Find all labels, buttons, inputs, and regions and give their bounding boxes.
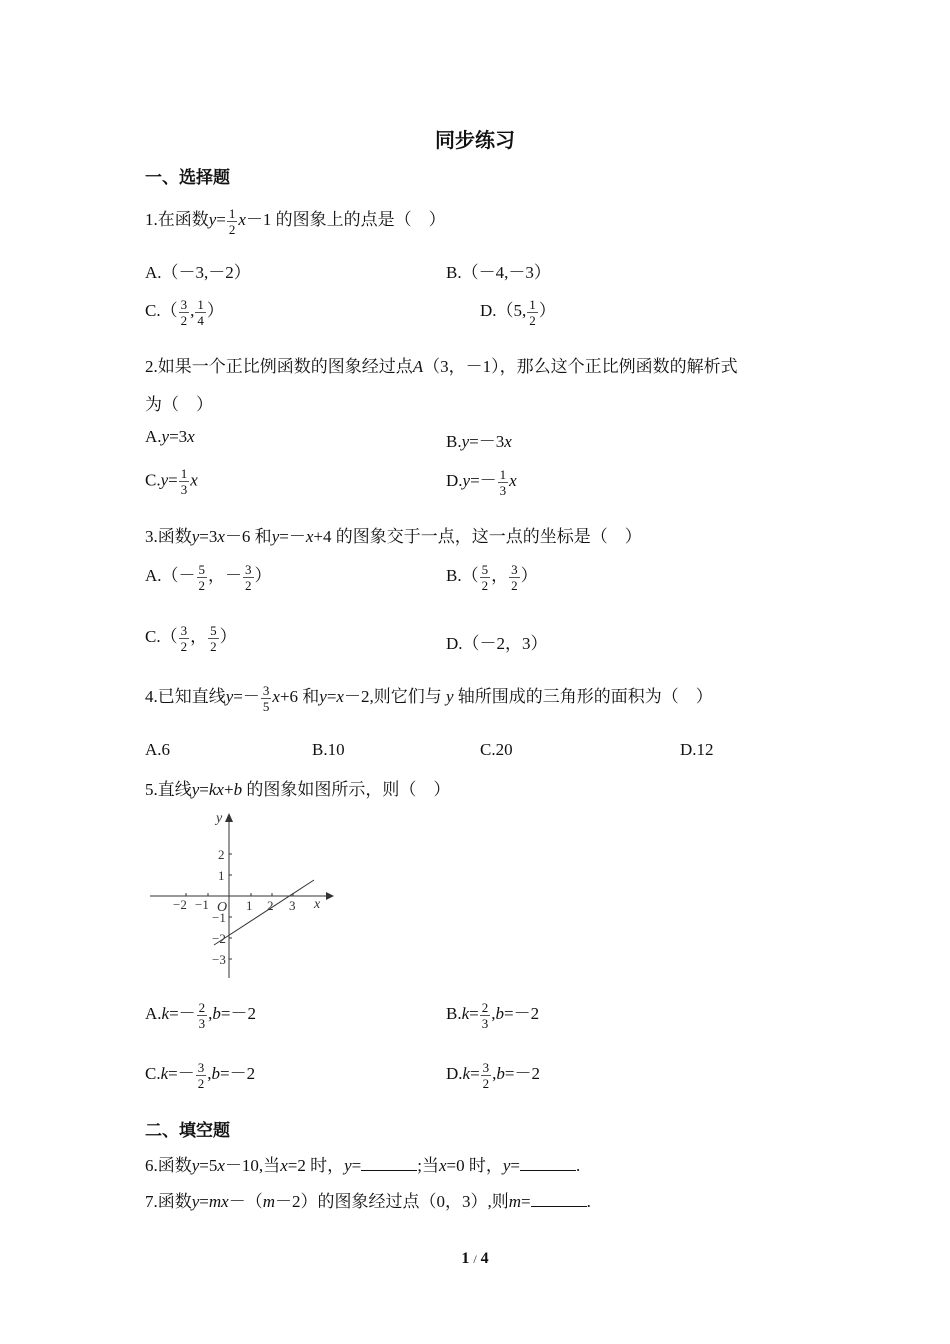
q3-option-c: C.（ $\frac{3}{2}$ ， $\frac{5}{2}$ ） bbox=[145, 622, 237, 654]
q3-option-d: D.（－2，3） bbox=[446, 634, 548, 653]
question-6: 6.函数y=5x－10,当x=2 时，y= ;当x=0 时，y= . bbox=[145, 1156, 581, 1175]
q4-option-b: B.10 bbox=[312, 740, 345, 759]
q5-option-c: C.k=－ $\frac{3}{2}$ ,b=－2 bbox=[145, 1059, 256, 1091]
page-number: 1 / 4 bbox=[461, 1250, 489, 1267]
origin-label: O bbox=[217, 900, 228, 915]
answer-blank[interactable] bbox=[520, 1156, 576, 1171]
x-tick-label: −1 bbox=[195, 897, 209, 912]
y-tick-label: 1 bbox=[218, 868, 225, 883]
y-tick-label: 2 bbox=[218, 847, 225, 862]
y-axis-label: y bbox=[216, 811, 223, 826]
question-2: 2.如果一个正比例函数的图象经过点A（3，－1），那么这个正比例函数的解析式 bbox=[145, 357, 738, 376]
q2-option-b: B.y=－3x bbox=[446, 432, 512, 451]
fraction: $\frac{1}{2}$ bbox=[228, 205, 236, 237]
question-7: 7.函数y=mx－（m－2）的图象经过点（0，3）,则m= . bbox=[145, 1192, 591, 1211]
page-title: 同步练习 bbox=[435, 130, 515, 152]
x-tick-label: 3 bbox=[289, 898, 296, 913]
q5-option-d: D.k= $\frac{3}{2}$ ,b=－2 bbox=[446, 1059, 541, 1091]
x-tick-label: 1 bbox=[246, 898, 253, 913]
q3-option-b: B.（ $\frac{5}{2}$ ， $\frac{3}{2}$ ） bbox=[446, 561, 538, 593]
line-graph bbox=[148, 808, 338, 983]
question-3: 3.函数y=3x－6 和y=－x+4 的图象交于一点，这一点的坐标是（ ） bbox=[145, 527, 642, 546]
section-heading-choice: 一、选择题 bbox=[145, 168, 230, 187]
x-tick-label: −2 bbox=[173, 897, 187, 912]
q2-option-d: D.y=－ $\frac{1}{3}$ x bbox=[446, 466, 517, 498]
q5-option-b: B.k= $\frac{2}{3}$ ,b=－2 bbox=[446, 999, 540, 1031]
question-5: 5.直线y=kx+b 的图象如图所示，则（ ） bbox=[145, 780, 451, 799]
q3-option-a: A.（－ $\frac{5}{2}$ ，－ $\frac{3}{2}$ ） bbox=[145, 561, 272, 593]
q1-option-d: D.（5, $\frac{1}{2}$ ） bbox=[480, 296, 556, 328]
x-axis-label: x bbox=[314, 897, 321, 912]
q2-option-a: A.y=3x bbox=[145, 427, 195, 446]
q4-option-c: C.20 bbox=[480, 740, 513, 759]
q4-option-a: A.6 bbox=[145, 740, 171, 759]
question-2-line2: 为（ ） bbox=[145, 395, 213, 414]
q2-option-c: C.y= $\frac{1}{3}$ x bbox=[145, 466, 198, 497]
x-tick-label: 2 bbox=[267, 898, 274, 913]
question-4: 4.已知直线y=－ $\frac{3}{5}$ x+6 和y=x－2,则它们与 y 轴所围成的三角形的面积为（ ） bbox=[145, 682, 713, 714]
y-tick-label: −2 bbox=[212, 931, 226, 946]
q1-option-b: B.（－4,－3） bbox=[446, 263, 551, 282]
answer-blank[interactable] bbox=[361, 1156, 417, 1171]
q1-option-a: A.（－3,－2） bbox=[145, 263, 251, 282]
q1-option-c: C.（ $\frac{3}{2}$ , $\frac{1}{4}$ ） bbox=[145, 296, 224, 328]
answer-blank[interactable] bbox=[531, 1192, 587, 1207]
y-tick-label: −3 bbox=[212, 952, 226, 967]
section-heading-fill: 二、填空题 bbox=[145, 1121, 230, 1140]
q5-option-a: A.k=－ $\frac{2}{3}$ ,b=－2 bbox=[145, 999, 257, 1031]
q4-option-d: D.12 bbox=[680, 740, 714, 759]
question-1: 1.在函数y= $\frac{1}{2}$ x－1 的图象上的点是（ ） bbox=[145, 205, 446, 237]
y-tick-label: −1 bbox=[212, 910, 226, 925]
